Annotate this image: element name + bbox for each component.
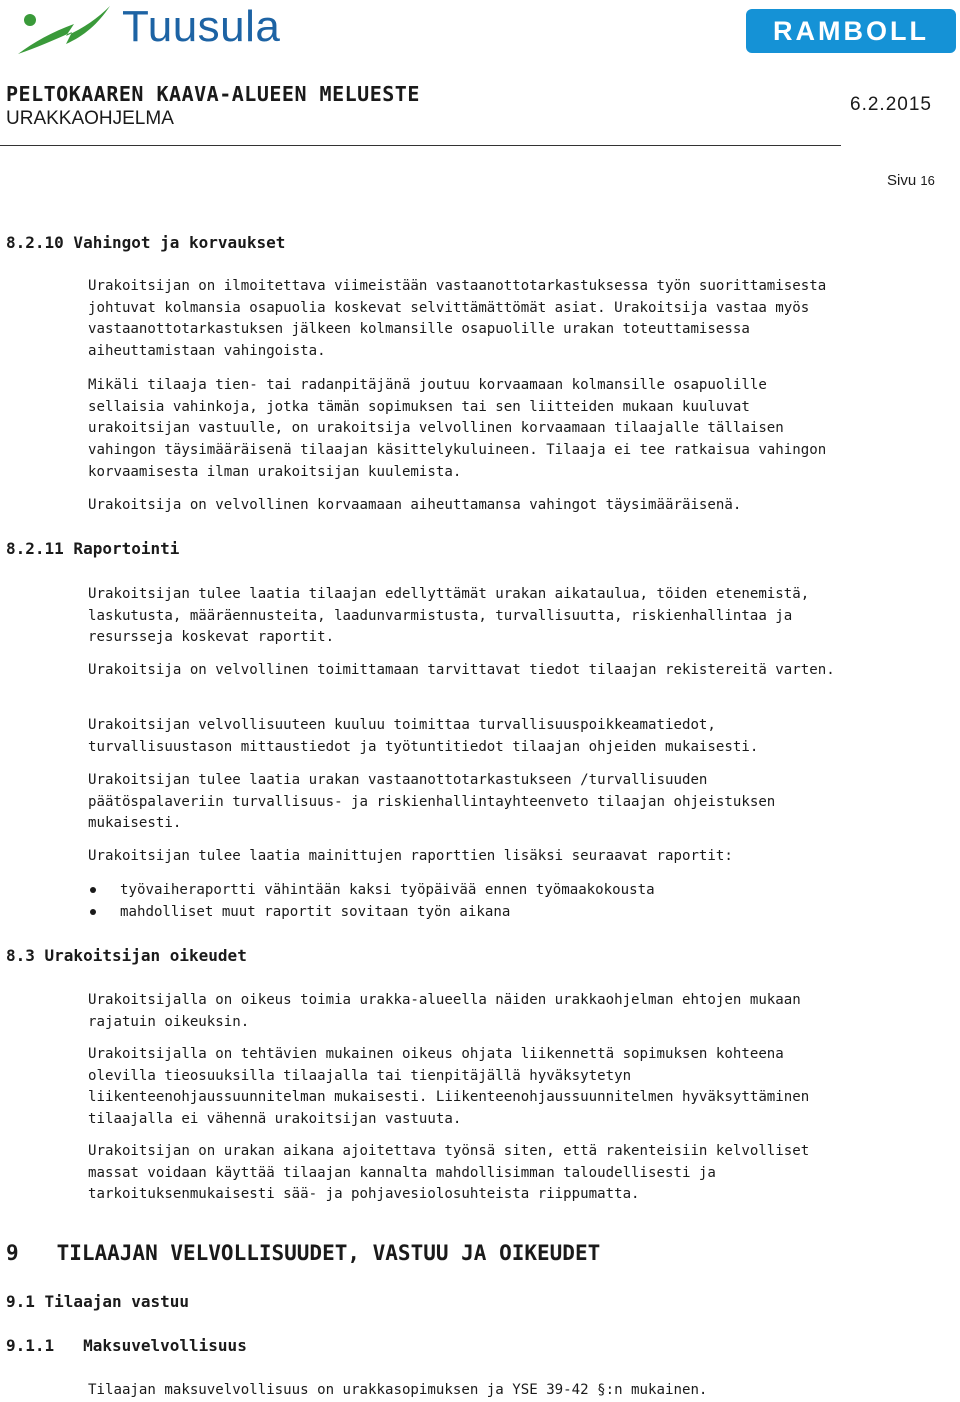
- tuusula-emblem-icon: [14, 2, 114, 62]
- section-heading-9-1: 9.1 Tilaajan vastuu: [6, 1292, 190, 1311]
- document-title: PELTOKAAREN KAAVA-ALUEEN MELUESTE: [6, 82, 420, 106]
- paragraph: Urakoitsija on velvollinen korvaamaan aiheuttamansa vahingot täysimääräisenä.: [88, 497, 742, 513]
- page-label: Sivu: [887, 172, 917, 189]
- paragraph: Urakoitsija on velvollinen toimittamaan tarvittavat tiedot tilaajan rekistereitä varten.: [88, 662, 835, 678]
- list-item: [88, 879, 655, 901]
- page-number-value: 16: [920, 173, 935, 188]
- paragraph: Urakoitsijan tulee laatia mainittujen raporttien lisäksi seuraavat raportit:: [88, 848, 733, 864]
- section-heading-8-2-11: 8.2.11 Raportointi: [6, 539, 180, 558]
- paragraph: Urakoitsijan tulee laatia tilaajan edellyttämät urakan aikataulua, töiden etenemistä, laskutusta, määräennusteita, laadunvarmistusta, turvallisuutta, riskienhallintaa ja resursseja koskevat raportit.: [88, 586, 810, 646]
- document-subtitle: URAKKAOHJELMA: [6, 108, 174, 129]
- tuusula-wordmark: Tuusula: [122, 2, 281, 51]
- paragraph: Urakoitsijan on ilmoitettava viimeistään vastaanottotarkastuksessa työn suorittamisesta johtuvat kolmansia osapuolia koskevat selvittämättömät asiat. Urakoitsija vastaa myös vastaanottotarkastuksen jälkeen kolmansille osapuolille urakan toteuttamisessa aiheuttamistaan vahingoista.: [88, 278, 827, 360]
- paragraph: Tilaajan maksuvelvollisuus on urakkasopimuksen ja YSE 39-42 §:n mukainen.: [88, 1382, 708, 1398]
- list-item-text: työvaiheraportti vähintään kaksi työpäivää ennen työmaakokousta: [120, 882, 655, 898]
- header-divider: [0, 145, 841, 146]
- paragraph: Urakoitsijalla on oikeus toimia urakka-alueella näiden urakkaohjelman ehtojen mukaan rajatuin oikeuksin.: [88, 992, 801, 1030]
- paragraph: Urakoitsijan velvollisuuteen kuuluu toimittaa turvallisuuspoikkeamatiedot, turvallisuustason mittaustiedot ja työtuntitiedot tilaajan ohjeiden mukaisesti.: [88, 717, 759, 755]
- document-date: 6.2.2015: [850, 94, 932, 115]
- section-heading-8-3: 8.3 Urakoitsijan oikeudet: [6, 946, 247, 965]
- paragraph: Mikäli tilaaja tien- tai radanpitäjänä joutuu korvaamaan kolmansille osapuolille sellaisia vahinkoja, jotka tämän sopimuksen tai sen liitteiden mukaan kuuluvat urakoitsijan vastuulle, on urakoitsija velvollinen korvaamaan tilaajalle tällaisen vahingon täysimääräisenä tilaajan käsittelykuluineen. Tilaaja ei tee ratkaisua vahingon korvaamisesta ilman urakoitsijan kuulemista.: [88, 377, 827, 480]
- chapter-heading-9: 9 TILAAJAN VELVOLLISUUDET, VASTUU JA OIKEUDET: [6, 1241, 601, 1265]
- ramboll-logo: RAMBOLL: [746, 9, 956, 53]
- paragraph: Urakoitsijalla on tehtävien mukainen oikeus ohjata liikennettä sopimuksen kohteena olevilla tieosuuksilla tilaajalla tai tienpitäjällä hyväksytetyn liikenteenohjaussuunnitelman mukaisesti. Liikenteenohjaussuunnitelmen hyväksyttäminen tilaajalla ei vähennä urakoitsijan vastuuta.: [88, 1046, 810, 1128]
- bullet-icon: [90, 887, 96, 893]
- paragraph: Urakoitsijan tulee laatia urakan vastaanottotarkastukseen /turvallisuuden päätöspalaveriin turvallisuus- ja riskienhallintayhteenveto tilaajan ohjeistuksen mukaisesti.: [88, 772, 776, 832]
- section-heading-9-1-1: 9.1.1 Maksuvelvollisuus: [6, 1336, 247, 1355]
- bullet-icon: [90, 909, 96, 915]
- paragraph: Urakoitsijan on urakan aikana ajoitettava työnsä siten, että rakenteisiin kelvolliset massat voidaan käyttää tilaajan kannalta mahdollisimman taloudellisesti ja tarkoituksenmukaisesti sää- ja pohjavesiolosuhteista riippumatta.: [88, 1143, 810, 1203]
- page-number: [887, 172, 935, 189]
- list-item: [88, 901, 655, 923]
- report-list: [88, 879, 655, 923]
- tuusula-logo: [14, 0, 304, 62]
- section-heading-8-2-10: 8.2.10 Vahingot ja korvaukset: [6, 233, 286, 252]
- list-item-text: mahdolliset muut raportit sovitaan työn aikana: [120, 904, 511, 920]
